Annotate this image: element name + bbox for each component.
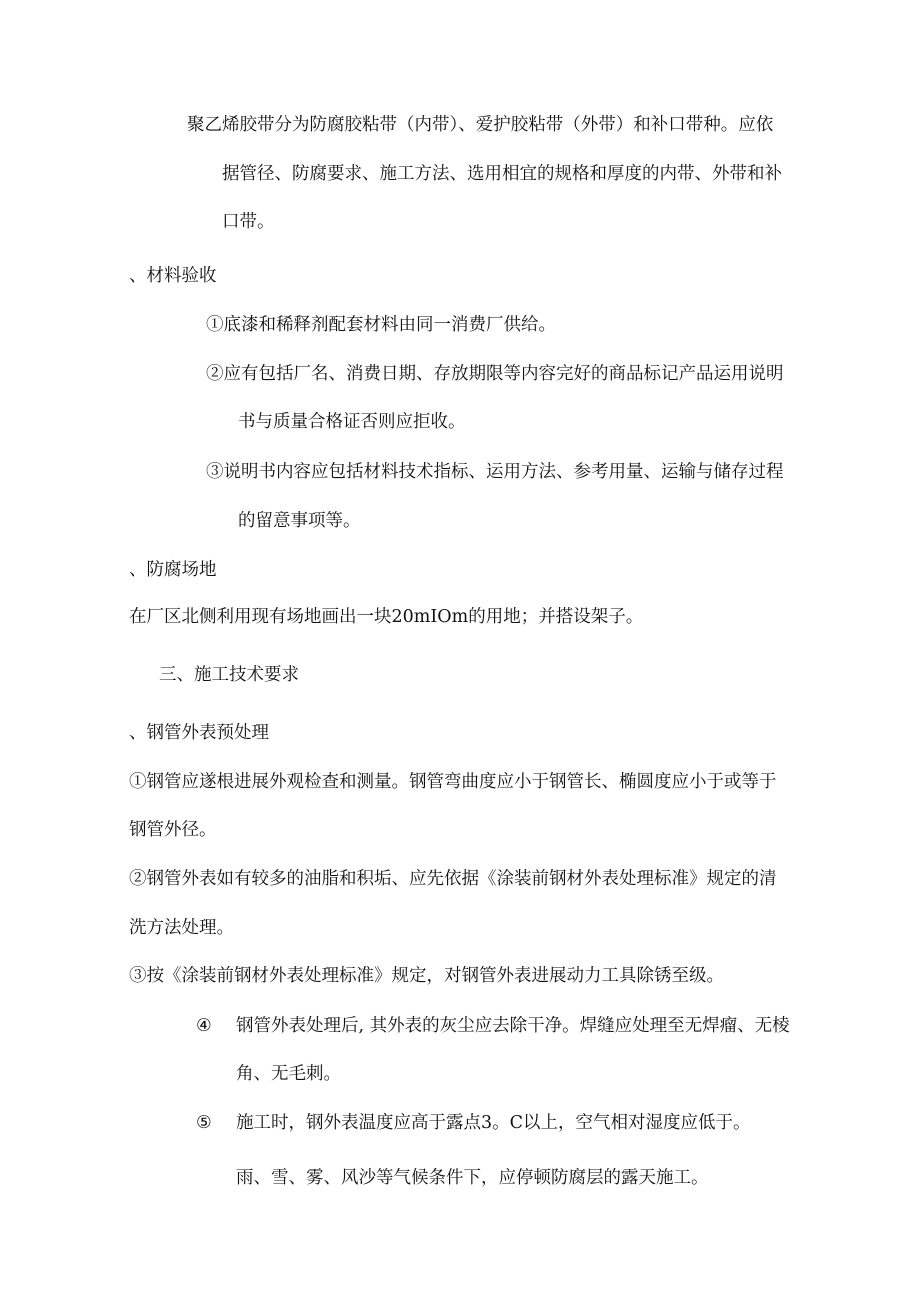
intro-line-3: 口带。 <box>222 212 275 232</box>
pretreat-item-5-number: ⑤ <box>196 1113 212 1133</box>
material-item-1: ①底漆和稀释剂配套材料由同一消费厂供给。 <box>206 315 556 335</box>
material-item-3-line-1: ③说明书内容应包括材料技术指标、运用方法、参考用量、运输与储存过程 <box>206 462 784 482</box>
pretreat-item-4-number: ④ <box>196 1016 212 1036</box>
heading-material-acceptance: 、材料验收 <box>129 266 217 286</box>
pretreat-item-5-line-2: 雨、雪、雾、风沙等气候条件下，应停顿防腐层的露天施工。 <box>236 1168 709 1188</box>
intro-line-2: 据管径、防腐要求、施工方法、选用相宜的规格和厚度的内带、外带和补 <box>222 164 782 184</box>
pretreat-item-4-line-1: 钢管外表处理后, 其外表的灰尘应去除干净。焊缝应处理至无焊瘤、无棱 <box>236 1016 790 1036</box>
pretreat-item-5-line-1: 施工时，钢外表温度应高于露点3。C以上，空气相对湿度应低于。 <box>236 1113 751 1133</box>
heading-site: 、防腐场地 <box>129 560 217 580</box>
heading-pretreatment: 、钢管外表预处理 <box>129 723 269 743</box>
pretreat-item-4-line-2: 角、无毛刺。 <box>236 1064 341 1084</box>
pretreat-item-1-line-1: ①钢管应遂根进展外观检查和测量。钢管弯曲度应小于钢管长、椭圆度应小于或等于 <box>129 772 777 792</box>
intro-line-1: 聚乙烯胶带分为防腐胶粘带（内带）、爱护胶粘带（外带）和补口带种。应依 <box>187 115 774 135</box>
site-text: 在厂区北侧利用现有场地画出一块20mIOm的用地；并搭设架子。 <box>129 607 644 627</box>
heading-technical-requirements: 三、施工技术要求 <box>159 665 299 685</box>
pretreat-item-3: ③按《涂装前钢材外表处理标准》规定，对钢管外表进展动力工具除锈至级。 <box>129 966 724 986</box>
material-item-2-line-2: 书与质量合格证否则应拒收。 <box>238 412 466 432</box>
material-item-3-line-2: 的留意事项等。 <box>238 511 361 531</box>
material-item-2-line-1: ②应有包括厂名、消费日期、存放期限等内容完好的商品标记产品运用说明 <box>206 364 784 384</box>
pretreat-item-2-line-1: ②钢管外表如有较多的油脂和积垢、应先依据《涂装前钢材外表处理标准》规定的清 <box>129 869 777 889</box>
pretreat-item-2-line-2: 洗方法处理。 <box>129 918 234 938</box>
pretreat-item-1-line-2: 钢管外径。 <box>129 820 217 840</box>
